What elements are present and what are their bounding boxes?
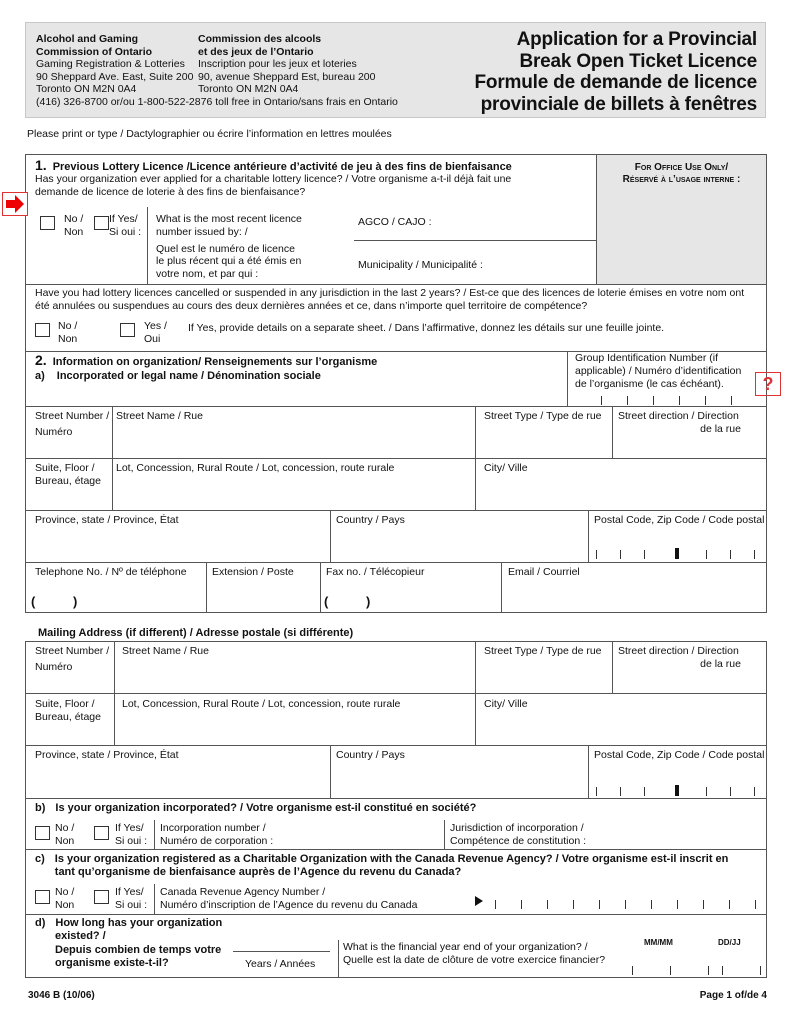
incorporated-no-checkbox[interactable] (35, 826, 50, 840)
cra-arrow-icon (474, 896, 484, 910)
cra-number-label: Canada Revenue Agency Number / Numéro d’inscription de l’Agence du revenu du Canada (160, 886, 418, 911)
years-label: Years / Années (245, 958, 316, 970)
application-form-page: Alcohol and Gaming Commission of Ontario Gaming Registration & Lotteries 90 Sheppard Ave. East, Suite 200 Toronto ON M2N 0A4 Commission des alcools et des jeux de l’Ontario Inscription pour les jeux et loteries 90, avenue Sheppard Est, bureau 200 Toronto ON M2N 0A4 (416) 326-8700 or/ou 1-800-522-2876 toll free in Ontario/sans frais en Ontario Application for a Provincial Break Open Ticket Licence Formule de demande de licence provinciale de billets à fenêtres Please print or type / Dactylographier ou écrire l’information en lettres moulées For Office Use Only/ Réservé à l’usage interne : 1. Previous Lottery Licence /Licence antérieure d’activité de jeu à des fins de bienfaisance Has your organization ever applied for a charitable lottery licence? / Votre organisme a-t-il déjà fait une demande de licence de loterie à des fins de bienfaisance? No / Non If Yes/ Si oui : What is the most recent licence number issued by: / Quel est le numéro de licence le plus récent qui a été émis en votre nom, et par qui : AGCO / CAJO : Municipality / Municipalité : Have you had lottery licences cancelled or suspended in any jurisdiction in the last 2 years? / Est-ce que des licences de loterie émises en votre nom ont été annulées ou suspendues au cours des deux dernières années et ce, dans n’importe quel territoire de compétence? No / Non Yes / Oui If Yes, provide details on a separate sheet. / Dans l’affirmative, donnez les détails sur une feuille jointe. 2. Information on organization/ Renseignements sur l’organisme a) Incorporated or legal name / Dénomination sociale Group Identification Number (if applicable) / Numéro d’identification de l’organisme (le cas échéant). ? Street Number / Numéro Street Name / Rue Street Type / Type de rue Street direction / Direction de la rue Suite, Floor / Bureau, étage Lot, Concession, Rural Route / Lot, concession, route rurale City/ Ville Province, state / Province, État Country / Pays Postal Code, Zip Code / Code postal Telephone No. / Nº de téléphone ( ) Extension / Poste Fax no. / Télécopieur ( ) Email / Courriel Mailing Address (if different) / Adresse postale (si différente) Street Number / Numéro Street Name / Rue Street Type / Type de rue Street direction / Direction de la rue Suite, Floor / Bureau, étage Lot, Concession, Rural Route / Lot, concession, route rurale City/ Ville Province, state / Province, État Country / Pays Postal Code, Zip Code / Code postal b) Is your organization incorporated? / Votre organisme est-il constitué en société? No / Non If Yes/ Si oui : Incorporation number / Numéro de corporation : Jurisdiction of incorporation / Compétence de constitution : c) Is your organization registered as a Charitable Organization with the Canada Revenue Agency? / Votre organisme est-il inscrit en tant qu’organisme de bienfaisance auprès de l’Agence du revenu du Canada? No / Non If Yes/ Si oui : Canada Revenue Agency Number / Numéro d’inscription de l’Agence du revenu du Canada d) How long has your organization existed? / Depuis combien de temps votre organisme existe-t-il? Years / Années What is the financial year end of your organization? / Quelle est la date de clôture de votre exercice financier? MM/MM DD/JJ 3046 B (10/06) Page 1 of/de 4 (0, 0, 791, 1024)
years-field[interactable] (233, 951, 330, 952)
municipality-licence-label: Municipality / Municipalité : (358, 259, 483, 271)
prior-licence-no-checkbox[interactable] (40, 216, 55, 230)
cancelled-yes-checkbox[interactable] (120, 323, 135, 337)
section-2-heading: 2. Information on organization/ Renseignements sur l’organisme (35, 352, 378, 368)
charitable-no-checkbox[interactable] (35, 890, 50, 904)
group-id-label: Group Identification Number (if applicable) / Numéro d’identification de l’organisme (le cas échéant). (575, 352, 742, 390)
agco-french-address: Commission des alcools et des jeux de l’Ontario Inscription pour les jeux et loteries 90, avenue Sheppard Est, bureau 200 Toronto ON M2N 0A4 (198, 33, 376, 96)
financial-year-end-ticks[interactable] (632, 966, 762, 978)
legal-name-label: a) Incorporated or legal name / Dénomination sociale (35, 370, 321, 382)
recent-licence-label: What is the most recent licence number issued by: / Quel est le numéro de licence le plus récent qui a été émis en votre nom, et par qui : (156, 213, 302, 281)
form-title: Application for a Provincial Break Open Ticket Licence Formule de demande de licence provinciale de billets à fenêtres (474, 29, 757, 115)
province-label: Province, state / Province, État (35, 514, 179, 526)
charitable-question: c) Is your organization registered as a Charitable Organization with the Canada Revenue Agency? / Votre organisme est-il inscrit en tant qu’organisme de bienfaisance auprès de l’Agence du revenu du Canada? (35, 853, 729, 879)
help-question-icon[interactable]: ? (755, 372, 781, 396)
city-label: City/ Ville (484, 462, 528, 474)
month-label: MM/MM (644, 938, 673, 947)
incorporation-number-label: Incorporation number / Numéro de corporation : (160, 822, 274, 847)
jurisdiction-label: Jurisdiction of incorporation / Compétence de constitution : (450, 822, 586, 847)
print-instructions: Please print or type / Dactylographier ou écrire l’information en lettres moulées (27, 128, 392, 140)
form-number: 3046 B (10/06) (28, 990, 95, 1001)
prior-licence-yes-checkbox[interactable] (94, 216, 109, 230)
email-label: Email / Courriel (508, 566, 580, 578)
incorporated-yes-checkbox[interactable] (94, 826, 109, 840)
street-name-label: Street Name / Rue (116, 410, 203, 422)
telephone-label: Telephone No. / Nº de téléphone (35, 566, 187, 578)
street-direction-label: Street direction / Direction de la rue (618, 410, 741, 435)
street-number-label: Street Number / Numéro (35, 410, 110, 438)
fax-label: Fax no. / Télécopieur (326, 566, 425, 578)
group-id-ticks[interactable] (601, 396, 761, 406)
agco-licence-field[interactable] (354, 240, 596, 241)
lot-concession-label: Lot, Concession, Rural Route / Lot, concession, route rurale (116, 462, 395, 474)
cancelled-details-note: If Yes, provide details on a separate sheet. / Dans l’affirmative, donnez les détails sur une feuille jointe. (188, 322, 665, 334)
red-arrow-indicator-icon (2, 192, 28, 216)
cancelled-no-checkbox[interactable] (35, 323, 50, 337)
financial-year-label: What is the financial year end of your organization? / Quelle est la date de clôture de votre exercice financier? (343, 941, 606, 966)
postal-code-ticks[interactable] (596, 550, 766, 562)
cra-number-ticks[interactable] (495, 900, 760, 912)
cancelled-question: Have you had lottery licences cancelled or suspended in any jurisdiction in the last 2 years? / Est-ce que des licences de loterie émises en votre nom ont été annulées ou suspendues au cours des deux dernières années et ce, dans n’importe quel territoire de compétence? (35, 287, 745, 312)
charitable-yes-checkbox[interactable] (94, 890, 109, 904)
section-1-question: Has your organization ever applied for a charitable lottery licence? / Votre organisme a-t-il déjà fait une demande de licence de loterie à des fins de bienfaisance? (35, 173, 512, 198)
incorporated-question: b) Is your organization incorporated? / Votre organisme est-il constitué en société? (35, 802, 477, 814)
postal-code-label: Postal Code, Zip Code / Code postal (594, 514, 765, 526)
suite-label: Suite, Floor / Bureau, étage (35, 462, 101, 487)
office-use-box: For Office Use Only/ Réservé à l’usage interne : (597, 155, 766, 284)
page-number: Page 1 of/de 4 (699, 990, 767, 1001)
day-label: DD/JJ (718, 938, 741, 947)
form-header (25, 22, 766, 118)
section-1-heading: 1. Previous Lottery Licence /Licence antérieure d’activité de jeu à des fins de bienfaisance (35, 157, 512, 173)
extension-label: Extension / Poste (212, 566, 294, 578)
country-label: Country / Pays (336, 514, 405, 526)
existence-question: d) How long has your organization existed? / Depuis combien de temps votre organisme existe-t-il? (35, 917, 223, 970)
mailing-address-heading: Mailing Address (if different) / Adresse postale (si différente) (38, 627, 354, 639)
agco-licence-label: AGCO / CAJO : (358, 216, 432, 228)
agco-english-address: Alcohol and Gaming Commission of Ontario Gaming Registration & Lotteries 90 Sheppard Ave. East, Suite 200 Toronto ON M2N 0A4 (36, 33, 194, 96)
street-type-label: Street Type / Type de rue (484, 410, 602, 422)
agco-phone-line: (416) 326-8700 or/ou 1-800-522-2876 toll free in Ontario/sans frais en Ontario (36, 96, 398, 108)
